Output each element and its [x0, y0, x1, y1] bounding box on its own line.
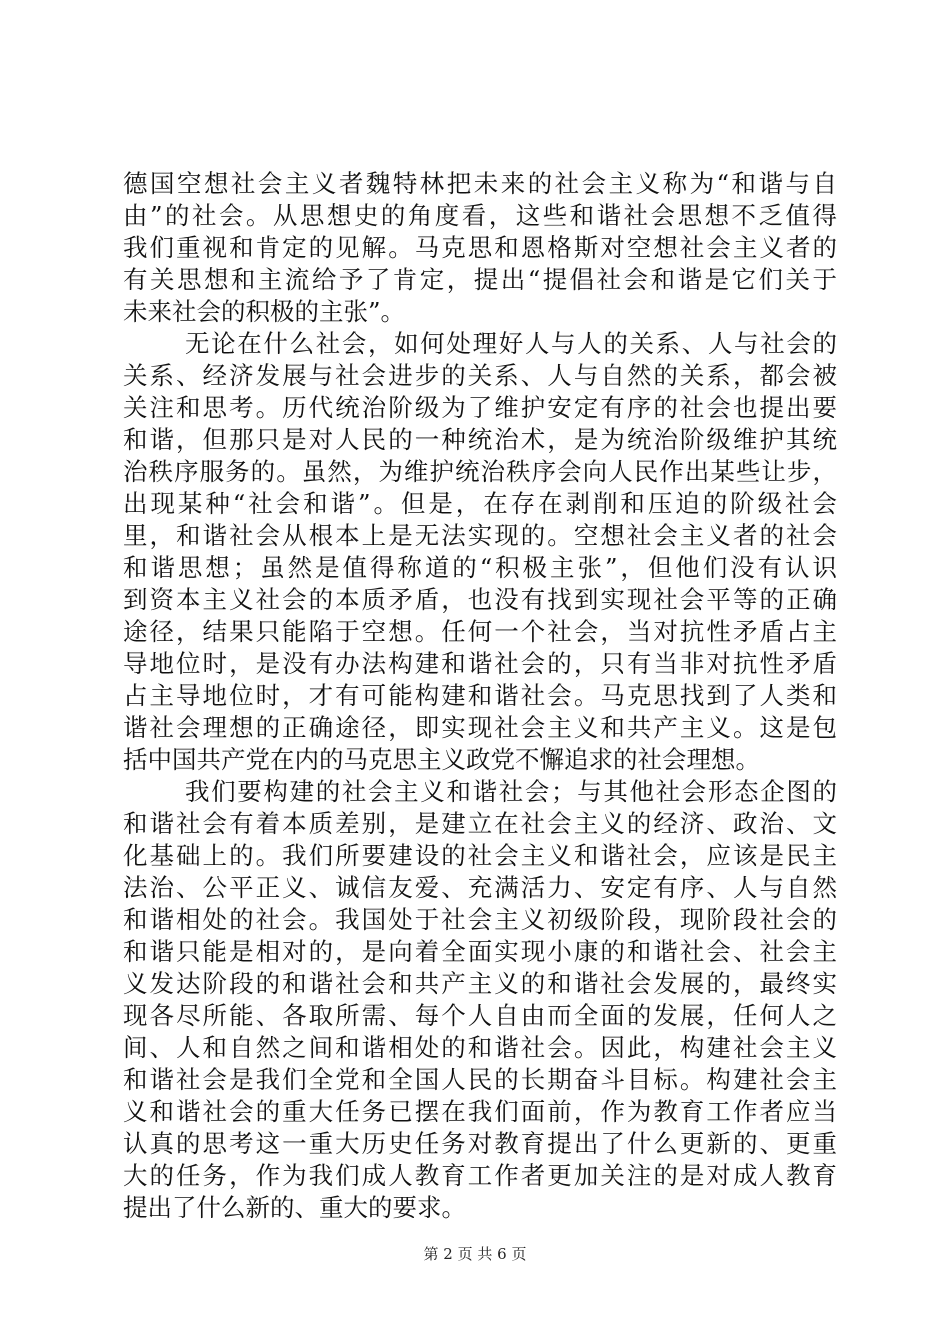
- text-line: 到资本主义社会的本质矛盾，也没有找到实现社会平等的正确: [123, 585, 837, 614]
- text-line: 出现某种“社会和谐”。但是，在存在剥削和压迫的阶级社会: [123, 489, 837, 518]
- text-line: 里，和谐社会从根本上是无法实现的。空想社会主义者的社会: [123, 521, 837, 550]
- text-line: 治秩序服务的。虽然，为维护统治秩序会向人民作出某些让步，: [123, 457, 837, 486]
- text-line: 和谐社会有着本质差别，是建立在社会主义的经济、政治、文: [123, 809, 837, 838]
- text-line: 和谐思想；虽然是值得称道的“积极主张”，但他们没有认识: [123, 553, 837, 582]
- text-line: 我们重视和肯定的见解。马克思和恩格斯对空想社会主义者的: [123, 233, 837, 262]
- text-line: 法治、公平正义、诚信友爱、充满活力、安定有序、人与自然: [123, 873, 837, 902]
- text-line: 和谐只能是相对的，是向着全面实现小康的和谐社会、社会主: [123, 937, 837, 966]
- text-line: 义和谐社会的重大任务已摆在我们面前，作为教育工作者应当: [123, 1097, 837, 1126]
- paragraph-first-line: 我们要构建的社会主义和谐社会；与其他社会形态企图的: [185, 777, 837, 806]
- text-line: 由”的社会。从思想史的角度看，这些和谐社会思想不乏值得: [123, 201, 837, 230]
- document-body: [123, 168, 837, 1224]
- text-line: 关注和思考。历代统治阶级为了维护安定有序的社会也提出要: [123, 393, 837, 422]
- text-line: 化基础上的。我们所要建设的社会主义和谐社会，应该是民主: [123, 841, 837, 870]
- text-line: 和谐社会是我们全党和全国人民的长期奋斗目标。构建社会主: [123, 1065, 837, 1094]
- text-line: 现各尽所能、各取所需、每个人自由而全面的发展，任何人之: [123, 1001, 837, 1030]
- text-line: 占主导地位时，才有可能构建和谐社会。马克思找到了人类和: [123, 681, 837, 710]
- text-line: 间、人和自然之间和谐相处的和谐社会。因此，构建社会主义: [123, 1033, 837, 1062]
- paragraph-first-line: 无论在什么社会，如何处理好人与人的关系、人与社会的: [185, 329, 837, 358]
- text-line: 未来社会的积极的主张”。: [123, 297, 406, 326]
- text-line: 谐社会理想的正确途径，即实现社会主义和共产主义。这是包: [123, 713, 837, 742]
- page-number-footer: 第 2 页 共 6 页: [423, 1245, 527, 1263]
- text-line: 义发达阶段的和谐社会和共产主义的和谐社会发展的，最终实: [123, 969, 837, 998]
- text-line: 德国空想社会主义者魏特林把未来的社会主义称为“和谐与自: [123, 169, 837, 198]
- text-line: 认真的思考这一重大历史任务对教育提出了什么更新的、更重: [123, 1129, 837, 1158]
- text-line: 途径，结果只能陷于空想。任何一个社会，当对抗性矛盾占主: [123, 617, 837, 646]
- text-line: 大的任务，作为我们成人教育工作者更加关注的是对成人教育: [123, 1161, 837, 1190]
- text-line: 和谐，但那只是对人民的一种统治术，是为统治阶级维护其统: [123, 425, 837, 454]
- text-line: 括中国共产党在内的马克思主义政党不懈追求的社会理想。: [123, 745, 760, 774]
- text-line: 提出了什么新的、重大的要求。: [123, 1193, 466, 1222]
- text-line: 导地位时，是没有办法构建和谐社会的，只有当非对抗性矛盾: [123, 649, 837, 678]
- text-line: 有关思想和主流给予了肯定，提出“提倡社会和谐是它们关于: [123, 265, 837, 294]
- text-line: 关系、经济发展与社会进步的关系、人与自然的关系，都会被: [123, 361, 837, 390]
- text-line: 和谐相处的社会。我国处于社会主义初级阶段，现阶段社会的: [123, 905, 837, 934]
